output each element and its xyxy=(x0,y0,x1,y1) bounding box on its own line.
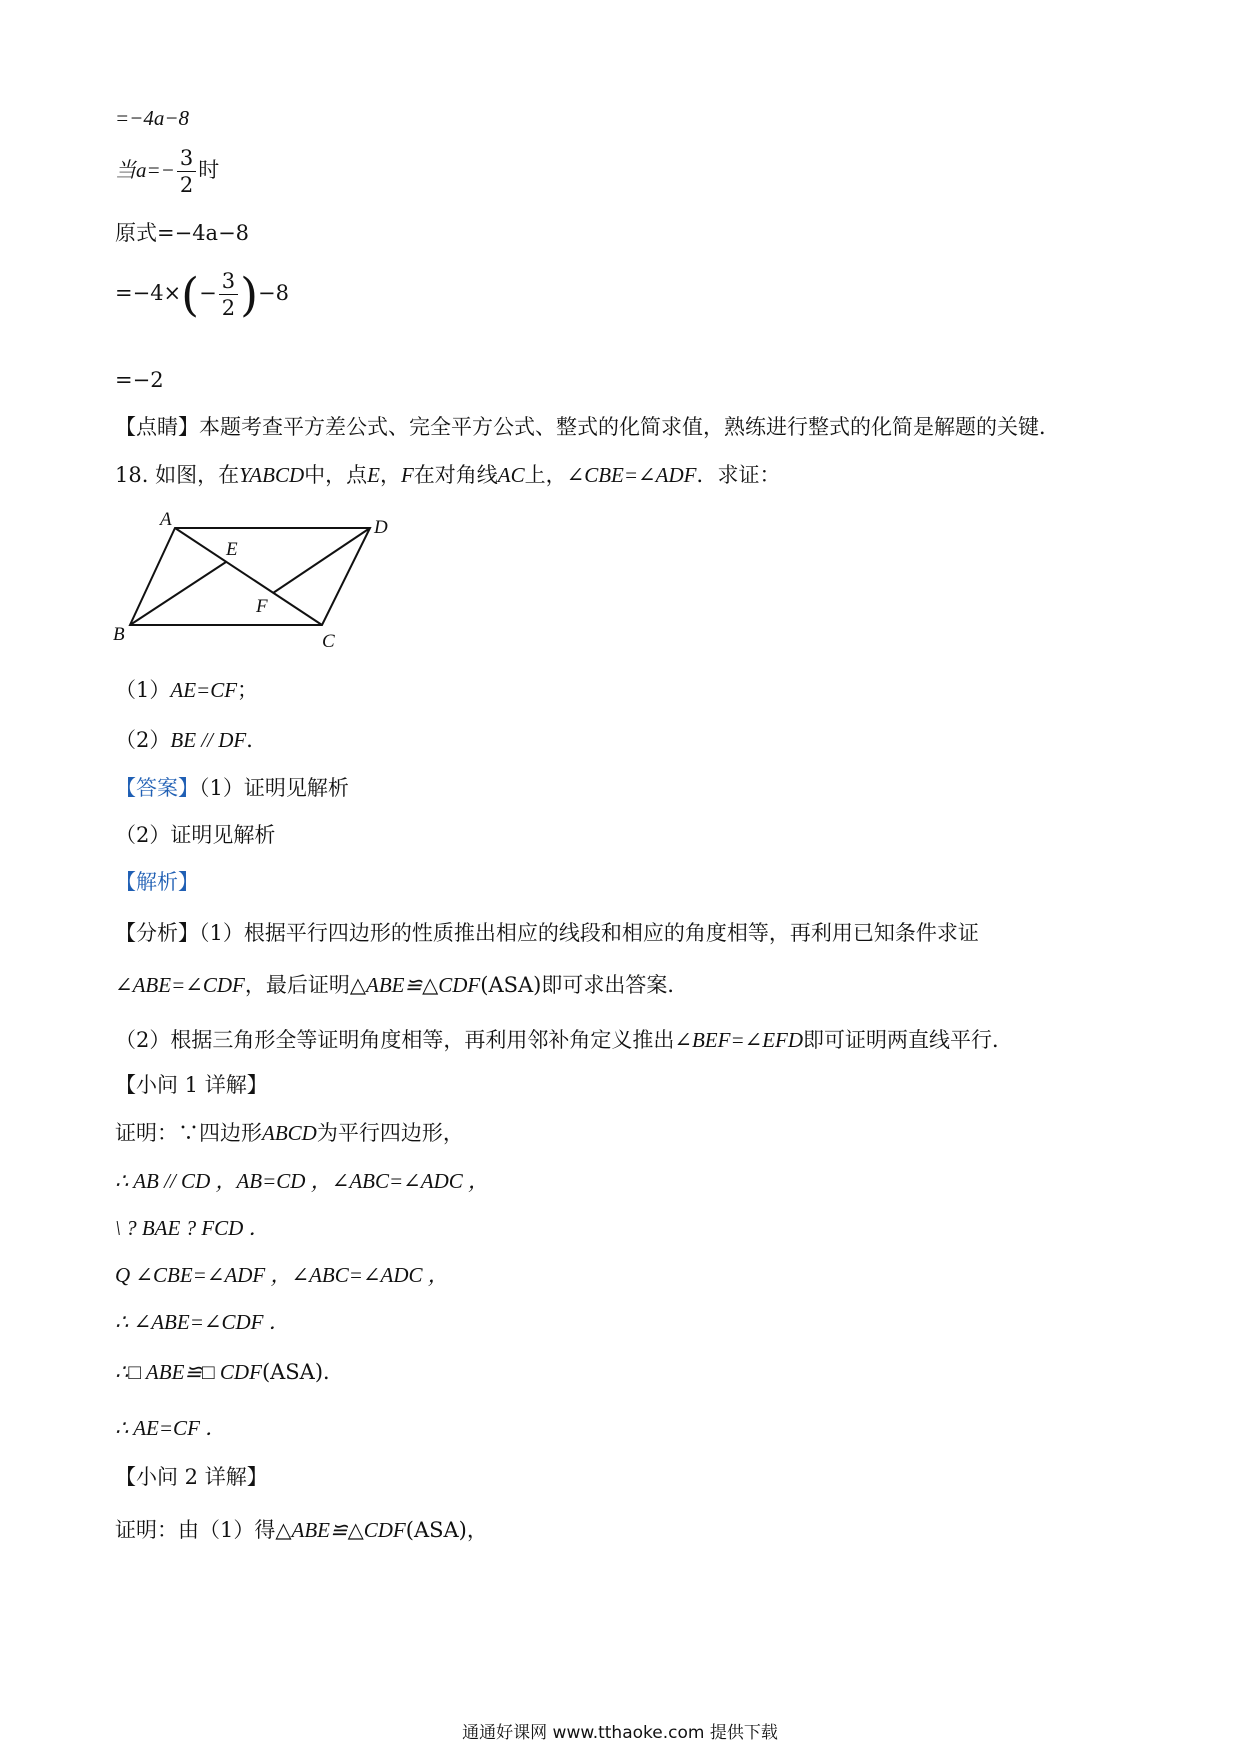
sub-question-2-heading: 【小问 2 详解】 xyxy=(115,1465,268,1489)
fraction xyxy=(177,145,196,198)
label-f: F xyxy=(256,596,268,617)
answer-line-1 xyxy=(115,773,349,803)
segment-df xyxy=(273,528,370,593)
text: 即可证明两直线平行． xyxy=(803,1028,1014,1052)
text: 中，点 xyxy=(304,463,368,487)
fraction-numerator: 3 xyxy=(219,268,238,295)
math: △ABE≌△CDF xyxy=(349,973,481,997)
text: （1） xyxy=(115,678,171,702)
paren-close: ) xyxy=(240,267,259,322)
text: 证明：由（1）得 xyxy=(115,1518,276,1542)
text: 即可求出答案． xyxy=(541,973,689,997)
equation-line-5: =−2 xyxy=(115,368,164,392)
analysis-line-1: 【分析】（1）根据平行四边形的性质推出相应的线段和相应的角度相等，再利用已知条件求证 xyxy=(115,921,979,945)
text: ． xyxy=(246,728,268,752)
sub-question-1-heading: 【小问 1 详解】 xyxy=(115,1073,268,1097)
equation-text: 当a=− xyxy=(115,158,175,182)
math: YABCD xyxy=(239,463,305,487)
text: ，最后证明 xyxy=(244,973,350,997)
commentary-line: 【点睛】本题考查平方差公式、完全平方公式、整式的化简求值，熟练进行整式的化简是解题的关键． xyxy=(115,415,1060,439)
answer-tag: 【答案】 xyxy=(115,776,199,800)
math: AC xyxy=(497,463,525,487)
text: （1）证明见解析 xyxy=(199,776,349,800)
equation-text: =−4× xyxy=(115,281,182,305)
label-a: A xyxy=(160,509,172,530)
equation-text: − xyxy=(199,281,217,305)
math: E xyxy=(367,463,380,487)
parallelogram-figure xyxy=(110,508,410,658)
fraction-denominator: 2 xyxy=(221,296,236,320)
page-footer: 通通好课网 www.tthaoke.com 提供下载 xyxy=(462,1723,778,1743)
fraction-numerator: 3 xyxy=(177,145,196,172)
math: ∠BEF=∠EFD xyxy=(674,1028,804,1052)
label-e: E xyxy=(226,539,238,560)
analysis-tag: 【解析】 xyxy=(115,870,199,894)
proof-line-4: Q ∠CBE=∠ADF ，∠ABC=∠ADC ， xyxy=(115,1263,449,1287)
fraction xyxy=(219,268,238,321)
equation-line-4 xyxy=(115,268,289,321)
label-d: D xyxy=(374,517,388,538)
math: △ABE≌△CDF xyxy=(275,1518,406,1542)
text: (ASA) xyxy=(261,1360,324,1384)
text: ． xyxy=(323,1360,345,1384)
text: （2） xyxy=(115,728,171,752)
text: (ASA) xyxy=(405,1518,467,1542)
text: ， xyxy=(466,1518,488,1542)
proof-line-6 xyxy=(115,1357,344,1387)
analysis-line-2 xyxy=(115,970,688,1000)
fraction-denominator: 2 xyxy=(179,173,194,197)
text: ．求证： xyxy=(696,463,781,487)
label-b: B xyxy=(113,624,125,645)
text: 在对角线 xyxy=(413,463,498,487)
analysis-line-3 xyxy=(115,1025,1013,1055)
proof-line-8 xyxy=(115,1515,488,1545)
problem-18-statement xyxy=(115,460,780,490)
proof-line-1 xyxy=(115,1118,464,1148)
equation-line-2 xyxy=(115,145,219,198)
proof-line-5: ∴ ∠ABE=∠CDF ． xyxy=(115,1310,290,1334)
text: (ASA) xyxy=(480,973,542,997)
math: BE // DF xyxy=(170,728,247,752)
equation-line-1: =−4a−8 xyxy=(115,106,190,130)
text: （2）根据三角形全等证明角度相等，再利用邻补角定义推出 xyxy=(115,1028,675,1052)
math: F xyxy=(400,463,414,487)
proof-line-2: ∴ AB // CD ，AB=CD ，∠ABC=∠ADC ， xyxy=(115,1169,490,1193)
math: ∠ABE=∠CDF xyxy=(115,973,245,997)
text: 18. 如图，在 xyxy=(115,463,240,487)
math: ∠CBE=∠ADF xyxy=(566,463,697,487)
text: 证明：∵四边形 xyxy=(115,1121,262,1145)
proof-line-7: ∴ AE=CF ． xyxy=(115,1416,227,1440)
sub-question-2 xyxy=(115,725,267,755)
math: ABCD xyxy=(262,1121,317,1145)
math: AE=CF xyxy=(170,678,238,702)
equation-line-3: 原式=−4a−8 xyxy=(115,221,250,245)
equation-text: 时 xyxy=(198,158,220,182)
sub-question-1 xyxy=(115,675,258,705)
text: ； xyxy=(237,678,259,702)
proof-line-3: \ ? BAE ? FCD ． xyxy=(115,1216,270,1240)
text: ， xyxy=(379,463,401,487)
label-c: C xyxy=(322,631,335,652)
diagonal-ac xyxy=(175,528,322,625)
math: ∴□ ABE≌□ CDF xyxy=(115,1360,262,1384)
equation-text: −8 xyxy=(258,281,290,305)
text: 上， xyxy=(524,463,567,487)
answer-line-2: （2）证明见解析 xyxy=(115,823,276,847)
text: 为平行四边形， xyxy=(316,1121,464,1145)
paren-open: ( xyxy=(181,267,200,322)
